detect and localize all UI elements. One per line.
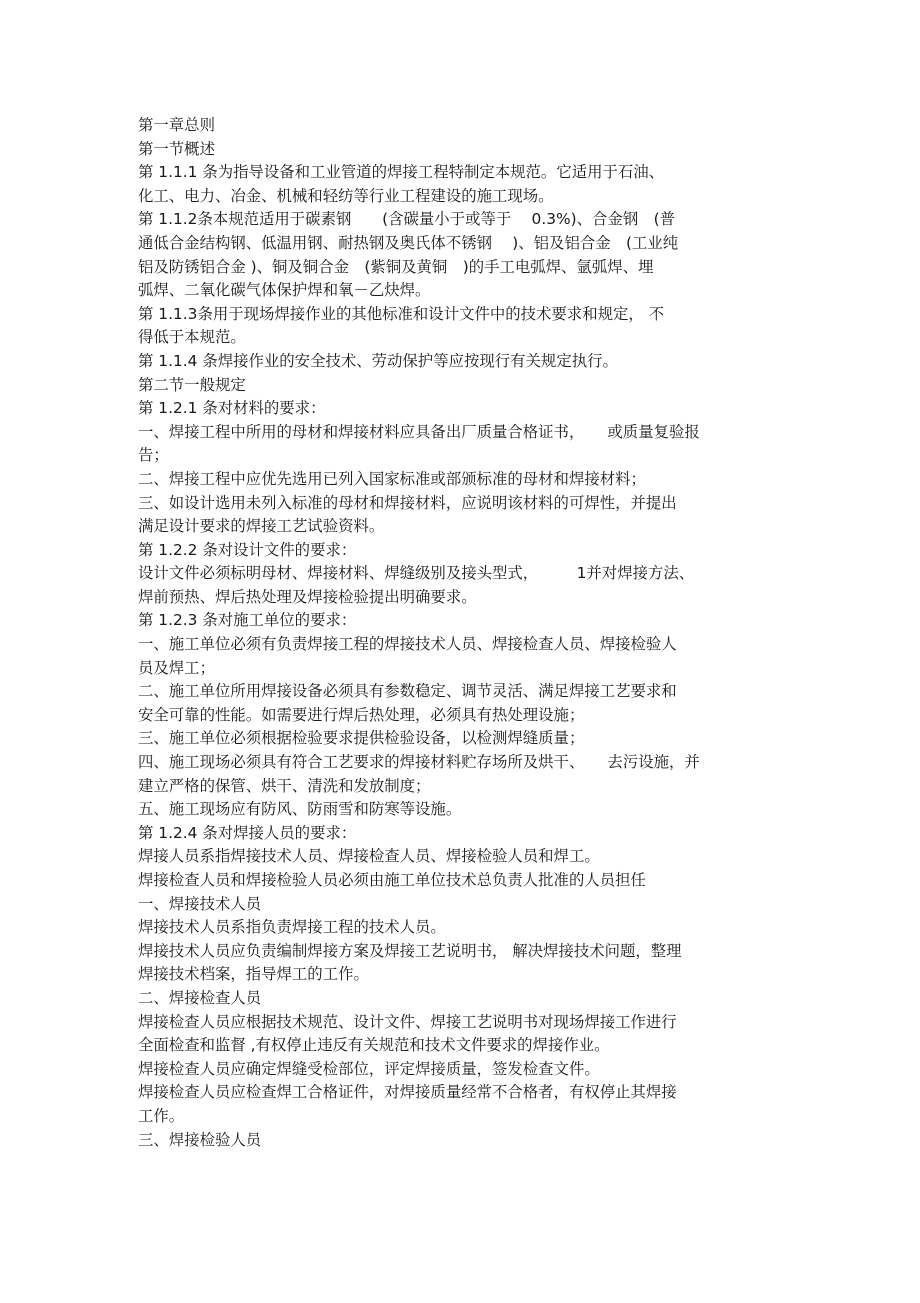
text-line: 二、焊接工程中应优先选用已列入国家标准或部颁标准的母材和焊接材料； [138,469,646,488]
text-line: 焊接检查人员应确定焊缝受检部位，评定焊接质量，签发检查文件。 [138,1059,600,1078]
text-line: 第 1.1.4 条焊接作业的安全技术、劳动保护等应按现行有关规定执行。 [138,351,618,370]
text-line: 铝及防锈铝合金 )、铜及铜合金 (紫铜及黄铜 )的手工电弧焊、氩弧焊、埋 [138,257,654,276]
text-line: 告； [138,446,169,465]
text-line: 焊接检查人员应检查焊工合格证件，对焊接质量经常不合格者，有权停止其焊接 [138,1083,677,1102]
text-line: 焊接技术档案，指导焊工的工作。 [138,965,369,984]
text-line: 一、施工单位必须有负责焊接工程的焊接技术人员、焊接检查人员、焊接检验人 [138,635,677,654]
text-line: 三、焊接检验人员 [138,1130,262,1149]
text-line: 一、焊接工程中所用的母材和焊接材料应具备出厂质量合格证书， 或质量复验报 [138,422,700,441]
text-line: 三、施工单位必须根据检验要求提供检验设备，以检测焊缝质量； [138,729,585,748]
text-line: 化工、电力、冶金、机械和轻纺等行业工程建设的施工现场。 [138,186,554,205]
text-line: 第 1.2.1 条对材料的要求： [138,399,326,418]
text-line: 焊接检查人员和焊接检验人员必须由施工单位技术总负责人批准的人员担任 [138,871,646,889]
text-line: 第 1.1.2条本规范适用于碳素钢 (含碳量小于或等于 0.3%)、合金钢 (普 [138,210,675,229]
text-line: 焊接检查人员应根据技术规范、设计文件、焊接工艺说明书对现场焊接工作进行 [138,1012,677,1031]
text-line: 设计文件必须标明母材、焊接材料、焊缝级别及接头型式， 1并对焊接方法、 [138,564,695,583]
text-line: 二、施工单位所用焊接设备必须具有参数稳定、调节灵活、满足焊接工艺要求和 [138,682,677,701]
text-line: 弧焊、二氧化碳气体保护焊和氧－乙炔焊。 [138,281,431,300]
text-line: 第 1.2.3 条对施工单位的要求： [138,611,357,630]
text-line: 工作。 [138,1106,185,1125]
text-line: 三、如设计选用未列入标准的母材和焊接材料，应说明该材料的可焊性，并提出 [138,493,677,512]
text-line: 第一节概述 [138,139,215,158]
text-line: 得低于本规范。 [138,328,246,347]
text-line: 第二节一般规定 [138,375,246,394]
text-line: 焊接技术人员应负责编制焊接方案及焊接工艺说明书， 解决焊接技术问题，整理 [138,941,682,960]
text-line: 满足设计要求的焊接工艺试验资料。 [138,517,385,536]
text-line: 四、施工现场必须具有符合工艺要求的焊接材料贮存场所及烘干、 去污设施，并 [138,753,700,772]
text-line: 全面检查和监督 ,有权停止违反有关规范和技术文件要求的焊接作业。 [138,1036,610,1055]
text-line: 一、焊接技术人员 [138,894,262,913]
text-line: 第一章总则 [138,116,215,134]
text-line: 通低合金结构钢、低温用钢、耐热钢及奥氏体不锈钢 )、铝及铝合金 (工业纯 [138,233,679,252]
text-line: 建立严格的保管、烘干、清洗和发放制度； [138,776,431,795]
text-line: 焊前预热、焊后热处理及焊接检验提出明确要求。 [138,587,477,606]
text-line: 第 1.2.2 条对设计文件的要求： [138,540,357,559]
document-body [138,114,798,1152]
text-line: 焊接人员系指焊接技术人员、焊接检查人员、焊接检验人员和焊工。 [138,847,600,866]
text-line: 安全可靠的性能。如需要进行焊后热处理，必须具有热处理设施； [138,705,585,724]
text-line: 五、施工现场应有防风、防雨雪和防寒等设施。 [138,800,462,819]
text-line: 员及焊工； [138,658,215,677]
text-line: 第 1.1.3条用于现场焊接作业的其他标准和设计文件中的技术要求和规定， 不 [138,304,665,323]
text-line: 焊接技术人员系指负责焊接工程的技术人员。 [138,918,446,937]
text-line: 第 1.2.4 条对焊接人员的要求： [138,823,357,842]
text-line: 第 1.1.1 条为指导设备和工业管道的焊接工程特制定本规范。它适用于石油、 [138,163,665,182]
text-line: 二、焊接检查人员 [138,988,262,1007]
